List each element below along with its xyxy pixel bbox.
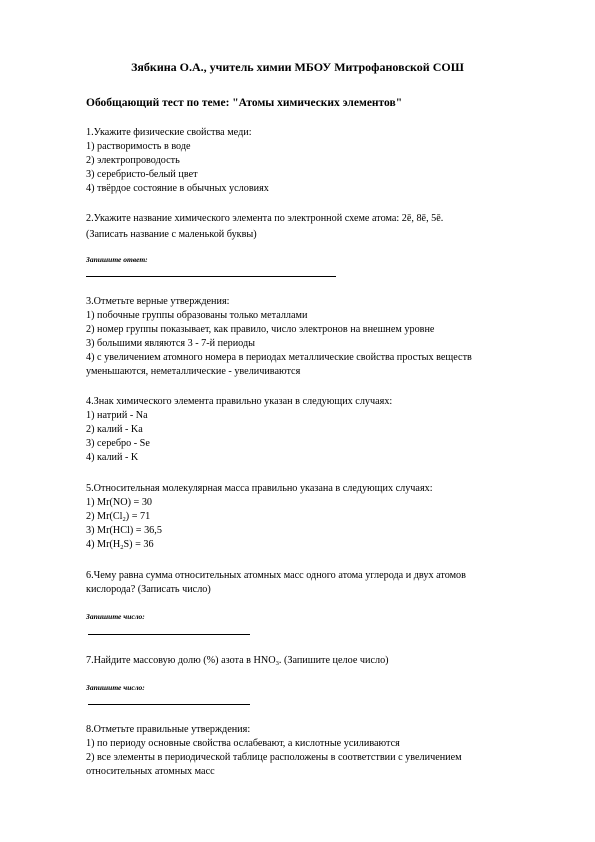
question-1: 1.Укажите физические свойства меди: (86, 127, 252, 138)
q8-option-2-cont: относительных атомных масс (86, 766, 215, 777)
question-4: 4.Знак химического элемента правильно указан в следующих случаях: (86, 396, 393, 407)
q7-answer-hint: Запишите число: (86, 683, 145, 692)
q6-answer-hint: Запишите число: (86, 612, 145, 621)
q4-option-3[interactable]: 3) серебро - Se (86, 438, 150, 449)
q3-option-4-cont: уменьшаются, неметаллические - увеличиваются (86, 366, 301, 377)
q4-option-1[interactable]: 1) натрий - Na (86, 410, 148, 421)
q7-answer-field[interactable] (88, 704, 250, 705)
question-6: 6.Чему равна сумма относительных атомных масс одного атома углерода и двух атомов (86, 570, 466, 581)
q4-option-4[interactable]: 4) калий - K (86, 452, 139, 463)
q3-option-4[interactable]: 4) с увеличением атомного номера в периодах металлические свойства простых веществ (86, 352, 472, 363)
question-7: 7.Найдите массовую долю (%) азота в $HNO_3$. (Запишите целое число) (86, 655, 389, 667)
q1-option-2[interactable]: 2) электропроводость (86, 155, 180, 166)
q4-option-2[interactable]: 2) калий - Ka (86, 424, 143, 435)
q5-option-2[interactable]: 2) $Mr(Cl_2) = 71$ (86, 511, 151, 523)
q5-option-3[interactable]: 3) Mr(HCl) = 36,5 (86, 525, 162, 536)
q3-option-2[interactable]: 2) номер группы показывает, как правило, число электронов на внешнем уровне (86, 324, 435, 335)
test-title: Обобщающий тест по теме: "Атомы химических элементов" (86, 97, 403, 109)
question-2-note: (Записать название с маленькой буквы) (86, 229, 257, 240)
q3-option-1[interactable]: 1) побочные группы образованы только металлами (86, 310, 308, 321)
q8-option-1[interactable]: 1) по периоду основные свойства ослабевают, а кислотные усиливаются (86, 738, 400, 749)
author-line: Зябкина О.А., учитель химии МБОУ Митрофановской СОШ (131, 60, 464, 74)
q1-option-1[interactable]: 1) растворимость в воде (86, 141, 191, 152)
question-2: 2.Укажите название химического элемента по электронной схеме атома: 2ē, 8ē, 5ē. (86, 213, 444, 224)
q6-answer-field[interactable] (88, 634, 250, 635)
question-6-cont: кислорода? (Записать число) (86, 584, 211, 595)
q1-option-4[interactable]: 4) твёрдое состояние в обычных условиях (86, 183, 269, 194)
question-5: 5.Относительная молекулярная масса правильно указана в следующих случаях: (86, 483, 433, 494)
question-3: 3.Отметьте верные утверждения: (86, 296, 230, 307)
q5-option-4[interactable]: 4) $Mr(H_2S) = 36$ (86, 539, 154, 551)
q5-option-1[interactable]: 1) Mr(NO) = 30 (86, 497, 153, 508)
q3-option-3[interactable]: 3) большими являются 3 - 7-й периоды (86, 338, 255, 349)
question-8: 8.Отметьте правильные утверждения: (86, 724, 251, 735)
q2-answer-hint: Запишите ответ: (86, 255, 148, 264)
q1-option-3[interactable]: 3) серебристо-белый цвет (86, 169, 198, 180)
q8-option-2[interactable]: 2) все элементы в периодической таблице расположены в соответствии с увеличением (86, 752, 462, 763)
q2-answer-field[interactable] (86, 276, 336, 277)
